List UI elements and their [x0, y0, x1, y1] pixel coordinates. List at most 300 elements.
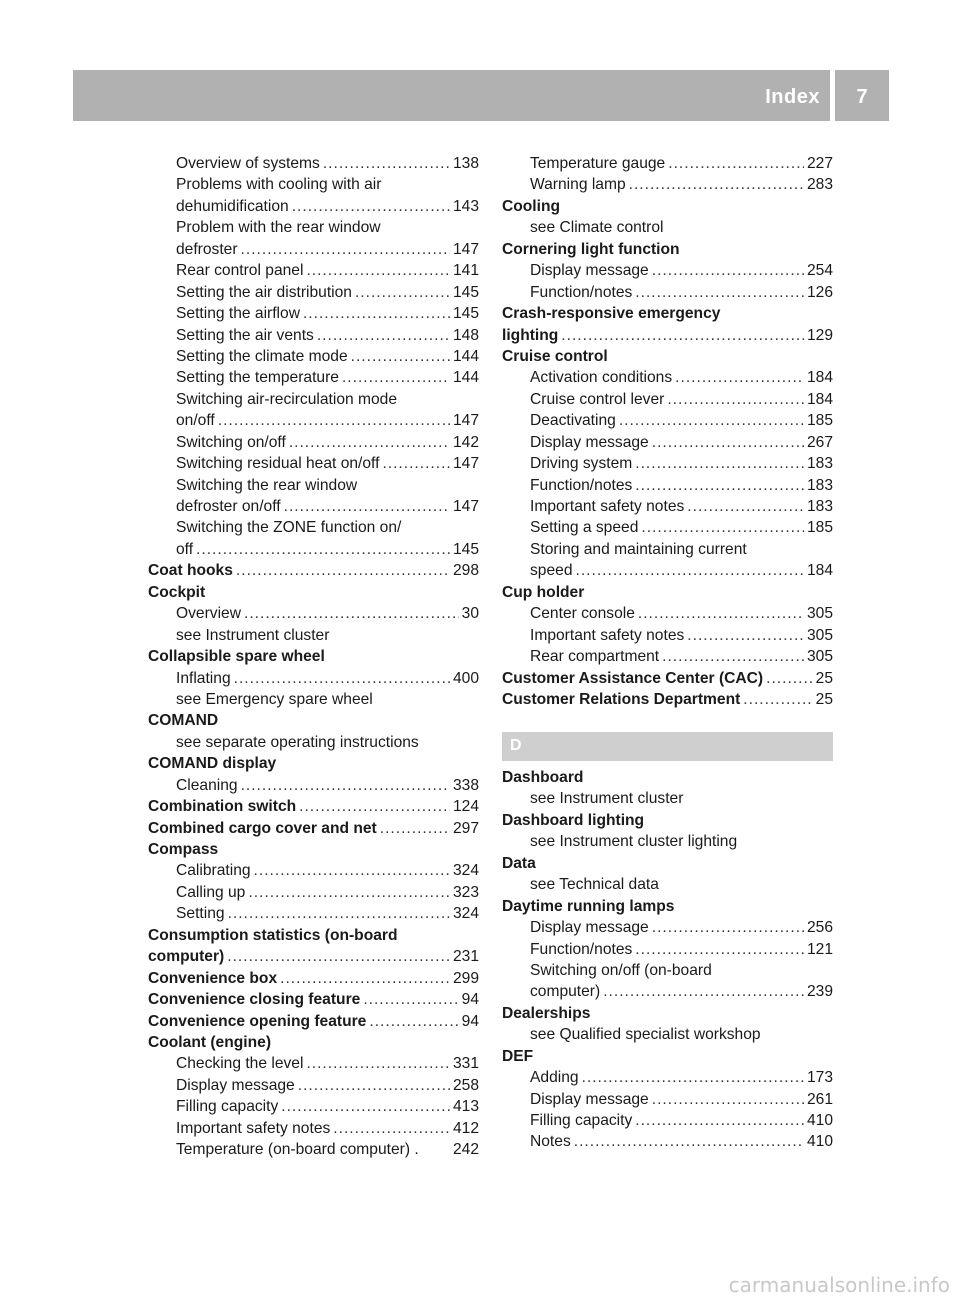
index-entry-text: Calling up — [176, 883, 246, 901]
index-entry-page: 129 — [806, 326, 833, 344]
index-entry-page: 124 — [452, 798, 479, 816]
index-entry-text: Deactivating — [530, 412, 616, 430]
leader-dots — [196, 539, 450, 560]
index-entry-page: 94 — [461, 1012, 479, 1030]
index-entry — [148, 839, 479, 860]
index-entry — [502, 196, 833, 217]
index-entry-text: Switching the rear window — [176, 476, 358, 494]
index-entry-page: 145 — [452, 283, 479, 301]
index-entry-page: 145 — [452, 540, 479, 558]
index-entry — [148, 668, 479, 689]
leader-dots — [342, 367, 450, 388]
leader-dots — [603, 981, 804, 1002]
index-entry-text: COMAND — [148, 712, 219, 730]
index-entry-page: 261 — [806, 1090, 833, 1108]
index-entry-text: Customer Assistance Center (CAC) — [502, 669, 764, 687]
index-entry — [148, 753, 479, 774]
index-entry-page: 184 — [806, 369, 833, 387]
index-entry — [502, 153, 833, 174]
index-entry-text: COMAND display — [148, 755, 277, 773]
index-entry-text: see Qualified specialist workshop — [530, 1026, 761, 1044]
index-entry — [148, 625, 479, 646]
index-entry-text: Inflating — [176, 669, 231, 687]
index-entry-text: Important safety notes — [530, 626, 685, 644]
index-entry — [148, 260, 479, 281]
leader-dots — [652, 260, 804, 281]
index-entry-text: Adding — [530, 1069, 579, 1087]
index-entry — [148, 582, 479, 603]
leader-dots — [298, 1075, 450, 1096]
index-entry — [502, 260, 833, 281]
index-entry-page: 242 — [452, 1141, 479, 1159]
index-entry-text: Dealerships — [502, 1004, 591, 1022]
index-entry — [148, 282, 479, 303]
index-entry-page: 183 — [806, 476, 833, 494]
index-entry-text: computer) — [148, 948, 225, 966]
index-entry — [502, 560, 833, 581]
leader-dots — [241, 775, 450, 796]
index-entry-text: defroster on/off — [176, 498, 281, 515]
leader-dots — [675, 367, 804, 388]
index-entry-text: Combination switch — [148, 798, 297, 816]
index-entry-text: Warning lamp — [530, 176, 626, 194]
leader-dots — [306, 1053, 450, 1074]
leader-dots — [652, 432, 804, 453]
index-column-right-d — [502, 767, 833, 1153]
index-entry — [502, 1089, 833, 1110]
index-entry-text: Setting the climate mode — [176, 347, 348, 365]
index-entry — [502, 517, 833, 538]
leader-dots — [641, 517, 804, 538]
index-entry-page: 305 — [806, 605, 833, 623]
index-entry-text: Filling capacity — [530, 1112, 633, 1129]
index-entry — [148, 475, 479, 496]
index-entry — [148, 860, 479, 881]
index-entry — [148, 689, 479, 710]
index-entry — [148, 818, 479, 839]
index-entry-text: see separate operating instructions — [176, 733, 419, 751]
index-entry-page: 258 — [452, 1076, 479, 1094]
index-entry-text: Coat hooks — [148, 562, 233, 580]
index-column-left — [148, 153, 479, 1161]
leader-dots — [236, 560, 450, 581]
index-entry — [502, 1067, 833, 1088]
index-entry — [148, 775, 479, 796]
index-entry-text: speed — [530, 562, 573, 580]
index-entry-text: see Technical data — [530, 876, 659, 894]
index-entry — [502, 174, 833, 195]
index-entry-text: Setting the temperature — [176, 369, 339, 387]
index-entry-page: 121 — [806, 940, 833, 958]
index-title: Index — [765, 86, 820, 108]
index-entry-page: 144 — [452, 347, 479, 365]
index-entry-page: 185 — [806, 519, 833, 537]
index-entry-text: Display message — [530, 919, 649, 937]
index-entry — [148, 1139, 479, 1160]
index-entry — [502, 1046, 833, 1067]
index-entry-page: 305 — [806, 648, 833, 666]
index-entry-text: Overview of systems — [176, 155, 320, 172]
index-entry-text: Dashboard — [502, 769, 584, 786]
index-entry-page: 239 — [806, 983, 833, 1001]
index-entry — [148, 325, 479, 346]
index-entry-text: Important safety notes — [530, 498, 685, 515]
index-entry-page: 410 — [806, 1112, 833, 1129]
index-entry-text: Crash-responsive emergency — [502, 305, 721, 323]
index-entry — [148, 560, 479, 581]
index-entry-text: Setting the air distribution — [176, 283, 352, 301]
index-entry-text: Calibrating — [176, 862, 251, 880]
leader-dots — [635, 453, 804, 474]
leader-dots — [254, 860, 450, 881]
index-entry — [502, 689, 833, 710]
index-entry-page: 183 — [806, 498, 833, 515]
index-entry — [148, 968, 479, 989]
index-entry — [502, 346, 833, 367]
index-entry — [148, 196, 479, 217]
index-entry — [148, 1096, 479, 1117]
index-entry-text: see Emergency spare wheel — [176, 690, 373, 708]
index-entry-text: Collapsible spare wheel — [148, 648, 325, 666]
leader-dots — [228, 903, 450, 924]
leader-dots — [687, 496, 804, 517]
index-entry — [502, 389, 833, 410]
index-entry-text: DEF — [502, 1047, 534, 1065]
index-entry — [148, 796, 479, 817]
index-entry — [148, 239, 479, 260]
index-entry-text: Function/notes — [530, 940, 633, 958]
index-entry-page: 141 — [452, 262, 479, 280]
index-entry-text: Dashboard lighting — [502, 811, 645, 829]
index-entry-text: Display message — [530, 262, 649, 280]
leader-dots — [743, 689, 812, 710]
leader-dots — [317, 325, 450, 346]
index-entry-page: 142 — [452, 433, 479, 451]
leader-dots — [281, 1096, 450, 1117]
index-entry — [148, 432, 479, 453]
index-entry-text: Function/notes — [530, 283, 633, 301]
index-entry — [502, 1110, 833, 1131]
index-entry — [148, 346, 479, 367]
index-entry-page: 25 — [815, 669, 833, 687]
index-entry — [502, 453, 833, 474]
leader-dots — [227, 946, 450, 967]
index-entry-page: 173 — [806, 1069, 833, 1087]
index-entry-text: Cockpit — [148, 583, 206, 601]
index-entry-page: 227 — [806, 155, 833, 172]
leader-dots — [582, 1067, 804, 1088]
index-entry-text: Cleaning — [176, 776, 238, 794]
leader-dots — [218, 410, 450, 431]
index-entry-page: 297 — [452, 819, 479, 837]
index-entry-text: Filling capacity — [176, 1098, 279, 1116]
index-entry-text: Combined cargo cover and net — [148, 819, 377, 837]
leader-dots — [363, 989, 458, 1010]
index-entry — [148, 174, 479, 195]
index-entry-text: Setting — [176, 905, 225, 923]
index-entry — [502, 1131, 833, 1152]
leader-dots — [638, 603, 804, 624]
leader-dots — [382, 453, 450, 474]
index-entry — [502, 853, 833, 874]
index-entry-text: Cruise control — [502, 347, 608, 365]
index-entry — [502, 582, 833, 603]
index-entry — [502, 1024, 833, 1045]
index-entry-text: Temperature (on-board computer) . — [176, 1141, 419, 1159]
index-entry — [148, 925, 479, 946]
index-entry-text: Convenience opening feature — [148, 1012, 367, 1030]
leader-dots — [292, 196, 450, 217]
index-entry — [502, 410, 833, 431]
index-entry — [148, 989, 479, 1010]
leader-dots — [289, 432, 450, 453]
index-entry-page: 185 — [806, 412, 833, 430]
index-entry — [502, 282, 833, 303]
index-entry — [502, 496, 833, 517]
index-entry-text: see Instrument cluster lighting — [530, 833, 738, 851]
leader-dots — [561, 325, 804, 346]
index-entry-page: 184 — [806, 390, 833, 408]
index-entry — [502, 939, 833, 960]
index-entry-page: 324 — [452, 905, 479, 923]
leader-dots — [369, 1011, 458, 1032]
index-entry — [502, 831, 833, 852]
index-entry-text: Setting the air vents — [176, 326, 314, 344]
index-entry-text: Display message — [530, 1090, 649, 1108]
index-entry-page: 267 — [806, 433, 833, 451]
leader-dots — [652, 917, 804, 938]
index-entry — [502, 432, 833, 453]
index-entry-page: 147 — [452, 240, 479, 258]
index-entry-text: Center console — [530, 605, 635, 623]
index-entry — [148, 410, 479, 431]
index-entry — [502, 960, 833, 981]
index-entry — [148, 882, 479, 903]
index-entry-page: 305 — [806, 626, 833, 644]
index-entry-page: 184 — [806, 562, 833, 580]
index-entry-page: 256 — [806, 919, 833, 937]
leader-dots — [248, 882, 450, 903]
index-entry-page: 298 — [452, 562, 479, 580]
index-entry-page: 183 — [806, 455, 833, 473]
index-entry-text: Temperature gauge — [530, 155, 666, 172]
index-entry-page: 147 — [452, 412, 479, 430]
index-entry-text: Convenience box — [148, 969, 278, 987]
index-entry-text: see Instrument cluster — [176, 626, 330, 644]
index-entry-page: 413 — [452, 1098, 479, 1116]
index-entry-text: Setting the airflow — [176, 305, 300, 323]
index-entry-text: Switching on/off (on-board — [530, 961, 712, 979]
index-entry-page: 145 — [452, 305, 479, 323]
index-entry — [502, 475, 833, 496]
leader-dots — [333, 1118, 450, 1139]
index-entry-page: 254 — [806, 262, 833, 280]
index-entry-page: 231 — [452, 948, 479, 966]
index-entry — [148, 153, 479, 174]
index-entry-text: Display message — [176, 1076, 295, 1094]
index-entry-page: 148 — [452, 326, 479, 344]
leader-dots — [303, 303, 450, 324]
index-entry-text: Important safety notes — [176, 1119, 331, 1137]
leader-dots — [355, 282, 450, 303]
index-entry-text: see Climate control — [530, 219, 664, 237]
index-entry — [502, 810, 833, 831]
index-entry-text: Data — [502, 854, 536, 872]
leader-dots — [380, 818, 450, 839]
index-entry-text: Display message — [530, 433, 649, 451]
index-entry-page: 412 — [452, 1119, 479, 1137]
leader-dots — [667, 389, 804, 410]
index-entry-text: Notes — [530, 1133, 571, 1151]
index-entry-text: Convenience closing feature — [148, 991, 361, 1009]
index-entry-text: Switching the ZONE function on/ — [176, 519, 402, 537]
section-letter: D — [510, 737, 522, 754]
index-entry — [502, 788, 833, 809]
index-entry-page: 331 — [452, 1055, 479, 1073]
index-entry-page: 94 — [461, 991, 479, 1009]
index-column-right — [502, 153, 833, 710]
leader-dots — [306, 260, 450, 281]
index-entry — [148, 1053, 479, 1074]
index-entry — [148, 903, 479, 924]
leader-dots — [635, 475, 804, 496]
index-entry-text: Switching residual heat on/off — [176, 455, 380, 473]
index-entry-text: lighting — [502, 326, 559, 344]
index-entry — [148, 389, 479, 410]
index-entry-text: Cruise control lever — [530, 390, 665, 408]
index-entry — [148, 303, 479, 324]
index-entry-text: Cooling — [502, 197, 561, 215]
page-number-box — [835, 70, 889, 121]
index-entry-text: Function/notes — [530, 476, 633, 494]
leader-dots — [234, 668, 450, 689]
leader-dots — [619, 410, 804, 431]
leader-dots — [574, 1131, 804, 1152]
index-entry-page: 400 — [452, 669, 479, 687]
index-entry — [502, 325, 833, 346]
index-entry — [502, 981, 833, 1002]
index-entry-page: 144 — [452, 369, 479, 387]
index-entry — [502, 896, 833, 917]
index-entry-text: Switching air-recirculation mode — [176, 390, 398, 408]
index-entry-text: off — [176, 540, 194, 558]
index-entry — [502, 539, 833, 560]
index-entry — [502, 603, 833, 624]
leader-dots — [284, 496, 450, 517]
index-entry — [502, 646, 833, 667]
index-entry-page: 147 — [452, 455, 479, 473]
leader-dots — [668, 153, 804, 174]
index-entry-text: Activation conditions — [530, 369, 673, 387]
page-number: 7 — [856, 86, 868, 108]
index-entry — [502, 668, 833, 689]
index-entry-page: 143 — [452, 197, 479, 215]
leader-dots — [635, 282, 804, 303]
index-entry — [148, 732, 479, 753]
index-entry — [148, 217, 479, 238]
leader-dots — [241, 239, 450, 260]
watermark: carmanualsonline.info — [728, 1273, 950, 1297]
leader-dots — [687, 625, 804, 646]
index-entry — [502, 367, 833, 388]
index-entry-page: 283 — [806, 176, 833, 194]
leader-dots — [635, 1110, 804, 1131]
index-entry — [502, 917, 833, 938]
leader-dots — [635, 939, 804, 960]
leader-dots — [299, 796, 450, 817]
index-entry-page: 324 — [452, 862, 479, 880]
index-entry-text: Driving system — [530, 455, 633, 473]
index-entry-page: 410 — [806, 1133, 833, 1151]
index-entry — [148, 453, 479, 474]
index-entry-text: Daytime running lamps — [502, 897, 675, 915]
leader-dots — [766, 668, 813, 689]
index-entry — [148, 1118, 479, 1139]
index-entry-page: 323 — [452, 883, 479, 901]
index-entry-text: Cup holder — [502, 583, 585, 601]
index-entry — [148, 946, 479, 967]
leader-dots — [576, 560, 804, 581]
leader-dots — [351, 346, 450, 367]
index-entry-page: 25 — [815, 690, 833, 708]
leader-dots — [280, 968, 450, 989]
index-entry-text: on/off — [176, 412, 215, 430]
index-entry-text: dehumidification — [176, 197, 289, 215]
leader-dots — [652, 1089, 804, 1110]
index-entry-text: Rear compartment — [530, 648, 660, 666]
index-entry-text: Overview — [176, 605, 241, 623]
index-entry — [502, 217, 833, 238]
index-entry — [148, 710, 479, 731]
index-entry-text: Setting a speed — [530, 519, 639, 537]
section-header-d — [502, 732, 833, 761]
index-entry — [148, 1011, 479, 1032]
index-entry-page: 338 — [452, 776, 479, 794]
index-entry — [148, 496, 479, 517]
index-entry — [148, 1075, 479, 1096]
index-entry-text: Problems with cooling with air — [176, 176, 382, 194]
index-entry — [148, 367, 479, 388]
index-entry — [148, 539, 479, 560]
index-entry — [502, 239, 833, 260]
leader-dots — [629, 174, 804, 195]
index-entry-text: Compass — [148, 841, 219, 858]
index-entry — [148, 517, 479, 538]
leader-dots — [244, 603, 459, 624]
leader-dots — [662, 646, 804, 667]
header-bar — [73, 70, 830, 121]
index-entry-page: 138 — [452, 155, 479, 172]
index-entry — [502, 1003, 833, 1024]
index-entry — [148, 1032, 479, 1053]
index-entry-text: Checking the level — [176, 1055, 304, 1073]
index-entry — [148, 646, 479, 667]
index-entry-text: Storing and maintaining current — [530, 540, 747, 558]
index-entry-text: defroster — [176, 240, 238, 258]
index-entry-page: 30 — [461, 605, 479, 623]
index-entry-text: Switching on/off — [176, 433, 286, 451]
index-entry-text: Cornering light function — [502, 240, 680, 258]
index-entry-text: Coolant (engine) — [148, 1033, 272, 1051]
leader-dots — [323, 153, 450, 174]
index-entry-text: computer) — [530, 983, 601, 1001]
index-entry-text: see Instrument cluster — [530, 790, 684, 808]
index-entry-page: 147 — [452, 498, 479, 515]
index-entry-page: 126 — [806, 283, 833, 301]
index-entry-text: Customer Relations Department — [502, 690, 741, 708]
index-entry — [502, 303, 833, 324]
index-entry — [502, 625, 833, 646]
